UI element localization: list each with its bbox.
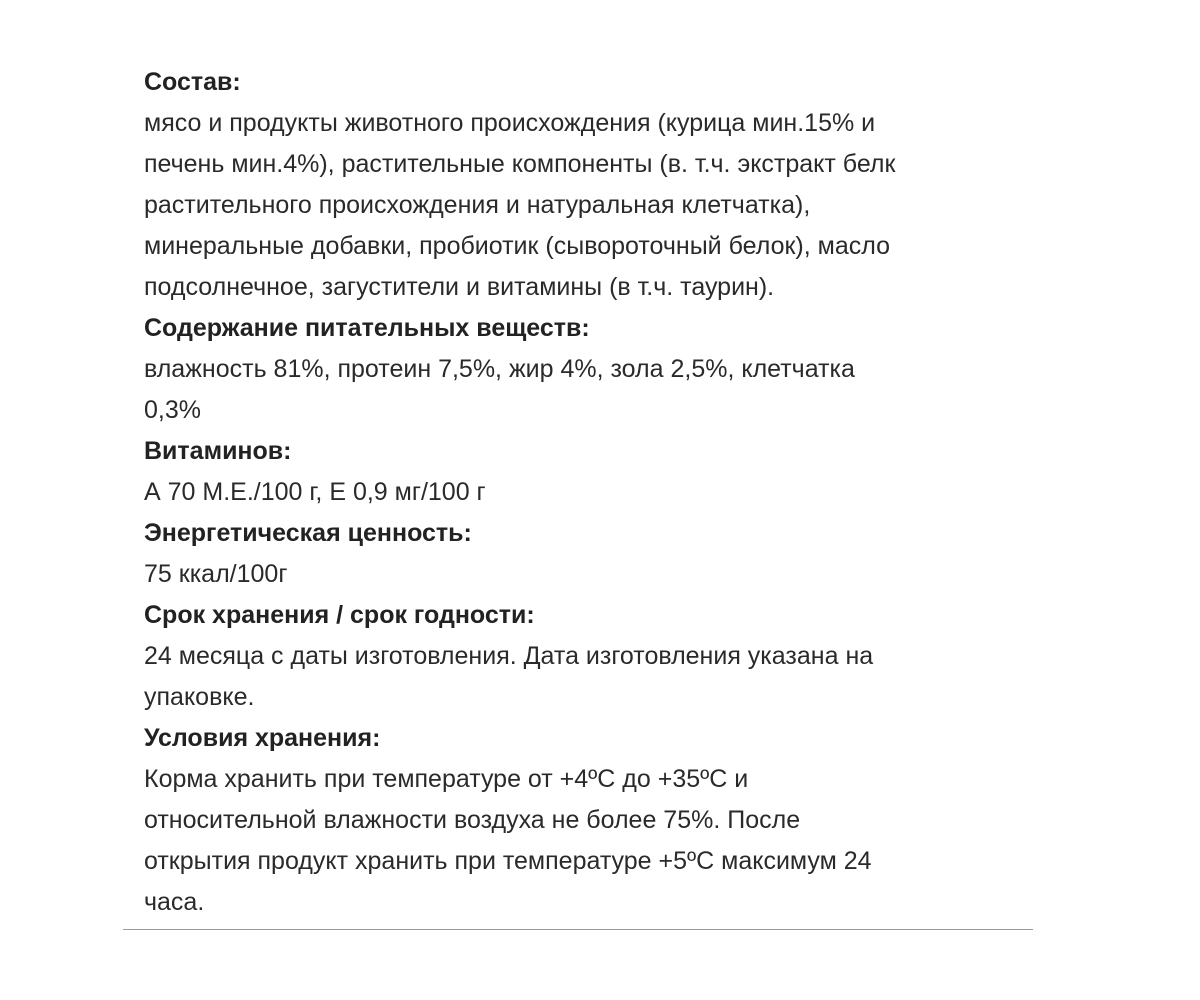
vitamins-line: А 70 М.Е./100 г, Е 0,9 мг/100 г: [144, 478, 486, 506]
composition-line: подсолнечное, загустители и витамины (в т.ч. таурин).: [144, 273, 775, 301]
shelf-life-line: упаковке.: [144, 683, 255, 711]
nutrients-line: 0,3%: [144, 396, 201, 424]
storage-conditions-line: открытия продукт хранить при температуре +5ºС максимум 24: [144, 847, 872, 875]
composition-line: печень мин.4%), растительные компоненты (в. т.ч. экстракт белк: [144, 150, 896, 178]
energy-value-line: 75 ккал/100г: [144, 560, 288, 588]
composition-line: растительного происхождения и натуральная клетчатка),: [144, 191, 811, 219]
storage-conditions-line: часа.: [144, 888, 205, 916]
shelf-life-line: 24 месяца с даты изготовления. Дата изготовления указана на: [144, 642, 874, 670]
vitamins-heading: Витаминов:: [144, 437, 292, 465]
storage-conditions-line: относительной влажности воздуха не более 75%. После: [144, 806, 801, 834]
storage-conditions-heading: Условия хранения:: [144, 724, 381, 752]
composition-heading: Состав:: [144, 68, 241, 96]
nutrients-line: влажность 81%, протеин 7,5%, жир 4%, зола 2,5%, клетчатка: [144, 355, 855, 383]
bottom-divider: [123, 929, 1033, 930]
storage-conditions-line: Корма хранить при температуре от +4ºС до +35ºС и: [144, 765, 749, 793]
composition-line: минеральные добавки, пробиотик (сывороточный белок), масло: [144, 232, 890, 260]
product-description: [144, 62, 1044, 923]
shelf-life-heading: Срок хранения / срок годности:: [144, 601, 535, 629]
energy-value-heading: Энергетическая ценность:: [144, 519, 472, 547]
nutrients-heading: Содержание питательных веществ:: [144, 314, 590, 342]
composition-line: мясо и продукты животного происхождения (курица мин.15% и: [144, 109, 876, 137]
